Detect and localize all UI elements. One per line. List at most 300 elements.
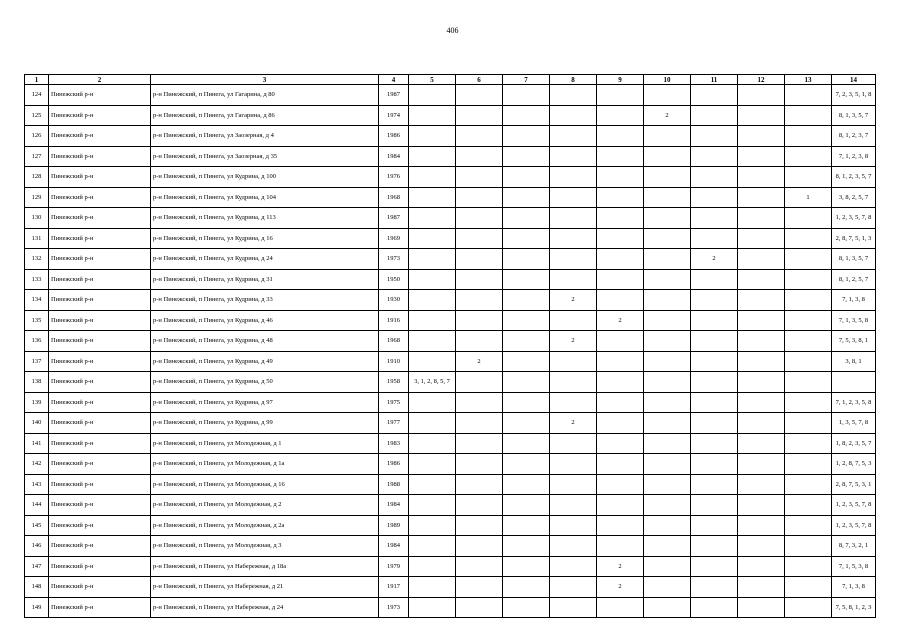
cell-col-1: 124 <box>25 85 49 106</box>
cell-col-3: р-н Пинежский, п Пинега, ул Кудрина, д 46 <box>151 310 379 331</box>
cell-col-6 <box>456 249 503 270</box>
cell-col-14: 2, 8, 7, 5, 3, 1 <box>832 474 876 495</box>
cell-col-3: р-н Пинежский, п Пинега, ул Кудрина, д 99 <box>151 413 379 434</box>
cell-col-10 <box>644 331 691 352</box>
cell-col-9 <box>597 413 644 434</box>
cell-col-10: 2 <box>644 105 691 126</box>
cell-col-10 <box>644 351 691 372</box>
cell-col-1: 147 <box>25 556 49 577</box>
cell-col-11 <box>691 146 738 167</box>
cell-col-8 <box>550 187 597 208</box>
cell-col-13 <box>785 372 832 393</box>
cell-col-9 <box>597 187 644 208</box>
cell-col-5 <box>409 556 456 577</box>
header-row <box>25 75 876 85</box>
cell-col-10 <box>644 167 691 188</box>
cell-col-9 <box>597 474 644 495</box>
cell-col-1: 148 <box>25 577 49 598</box>
cell-col-5 <box>409 413 456 434</box>
cell-col-10 <box>644 290 691 311</box>
cell-col-13 <box>785 556 832 577</box>
table-row <box>25 331 876 352</box>
cell-col-10 <box>644 454 691 475</box>
cell-col-1: 137 <box>25 351 49 372</box>
cell-col-2: Пинежский р-н <box>49 474 151 495</box>
cell-col-9 <box>597 331 644 352</box>
cell-col-5 <box>409 228 456 249</box>
cell-col-7 <box>503 372 550 393</box>
table-row <box>25 146 876 167</box>
cell-col-9 <box>597 126 644 147</box>
cell-col-4: 1958 <box>379 372 409 393</box>
cell-col-12 <box>738 126 785 147</box>
cell-col-5 <box>409 187 456 208</box>
cell-col-7 <box>503 474 550 495</box>
cell-col-6 <box>456 392 503 413</box>
table-row <box>25 269 876 290</box>
cell-col-4: 1984 <box>379 536 409 557</box>
cell-col-9 <box>597 536 644 557</box>
table-row <box>25 495 876 516</box>
cell-col-2: Пинежский р-н <box>49 351 151 372</box>
cell-col-8 <box>550 228 597 249</box>
cell-col-6 <box>456 228 503 249</box>
cell-col-7 <box>503 392 550 413</box>
cell-col-12 <box>738 495 785 516</box>
cell-col-13 <box>785 413 832 434</box>
cell-col-6 <box>456 474 503 495</box>
cell-col-6 <box>456 577 503 598</box>
cell-col-9 <box>597 208 644 229</box>
cell-col-12 <box>738 597 785 618</box>
cell-col-3: р-н Пинежский, п Пинега, ул Кудрина, д 113 <box>151 208 379 229</box>
cell-col-13 <box>785 85 832 106</box>
cell-col-13 <box>785 331 832 352</box>
cell-col-2: Пинежский р-н <box>49 126 151 147</box>
cell-col-1: 145 <box>25 515 49 536</box>
cell-col-10 <box>644 208 691 229</box>
cell-col-9 <box>597 269 644 290</box>
cell-col-4: 1969 <box>379 228 409 249</box>
cell-col-11 <box>691 413 738 434</box>
cell-col-11 <box>691 269 738 290</box>
cell-col-4: 1979 <box>379 556 409 577</box>
cell-col-13 <box>785 597 832 618</box>
cell-col-4: 1973 <box>379 249 409 270</box>
cell-col-13 <box>785 290 832 311</box>
table-row <box>25 433 876 454</box>
cell-col-2: Пинежский р-н <box>49 228 151 249</box>
table-row <box>25 351 876 372</box>
cell-col-5 <box>409 474 456 495</box>
cell-col-14: 3, 8, 1 <box>832 351 876 372</box>
cell-col-3: р-н Пинежский, п Пинега, ул Кудрина, д 97 <box>151 392 379 413</box>
cell-col-8 <box>550 454 597 475</box>
cell-col-1: 127 <box>25 146 49 167</box>
cell-col-5 <box>409 208 456 229</box>
cell-col-13 <box>785 433 832 454</box>
table-row <box>25 474 876 495</box>
cell-col-8 <box>550 433 597 454</box>
cell-col-8 <box>550 126 597 147</box>
cell-col-4: 1973 <box>379 597 409 618</box>
cell-col-12 <box>738 413 785 434</box>
cell-col-1: 135 <box>25 310 49 331</box>
cell-col-2: Пинежский р-н <box>49 269 151 290</box>
cell-col-9 <box>597 146 644 167</box>
cell-col-7 <box>503 105 550 126</box>
cell-col-8 <box>550 310 597 331</box>
cell-col-6 <box>456 372 503 393</box>
cell-col-6 <box>456 597 503 618</box>
cell-col-8 <box>550 515 597 536</box>
cell-col-14: 1, 2, 8, 7, 5, 3 <box>832 454 876 475</box>
cell-col-8 <box>550 85 597 106</box>
cell-col-14: 3, 8, 2, 5, 7 <box>832 187 876 208</box>
cell-col-7 <box>503 167 550 188</box>
cell-col-3: р-н Пинежский, п Пинега, ул Молодежная, д 16 <box>151 474 379 495</box>
cell-col-2: Пинежский р-н <box>49 290 151 311</box>
cell-col-5 <box>409 392 456 413</box>
cell-col-12 <box>738 228 785 249</box>
cell-col-3: р-н Пинежский, п Пинега, ул Молодежная, д 3 <box>151 536 379 557</box>
cell-col-12 <box>738 372 785 393</box>
cell-col-12 <box>738 474 785 495</box>
cell-col-5 <box>409 85 456 106</box>
cell-col-10 <box>644 146 691 167</box>
cell-col-7 <box>503 495 550 516</box>
table-row <box>25 126 876 147</box>
cell-col-10 <box>644 228 691 249</box>
cell-col-10 <box>644 515 691 536</box>
cell-col-11 <box>691 310 738 331</box>
cell-col-5 <box>409 454 456 475</box>
cell-col-10 <box>644 536 691 557</box>
table-row <box>25 208 876 229</box>
cell-col-2: Пинежский р-н <box>49 392 151 413</box>
cell-col-5 <box>409 269 456 290</box>
cell-col-5 <box>409 249 456 270</box>
column-header-13: 13 <box>785 75 832 85</box>
cell-col-9 <box>597 495 644 516</box>
cell-col-9 <box>597 290 644 311</box>
cell-col-8 <box>550 474 597 495</box>
cell-col-5 <box>409 310 456 331</box>
cell-col-9 <box>597 515 644 536</box>
cell-col-10 <box>644 597 691 618</box>
cell-col-10 <box>644 310 691 331</box>
cell-col-8 <box>550 249 597 270</box>
cell-col-1: 131 <box>25 228 49 249</box>
cell-col-11 <box>691 167 738 188</box>
cell-col-8 <box>550 269 597 290</box>
cell-col-8 <box>550 392 597 413</box>
table-row <box>25 310 876 331</box>
cell-col-4: 1968 <box>379 187 409 208</box>
cell-col-14: 7, 1, 3, 5, 8 <box>832 310 876 331</box>
cell-col-5 <box>409 597 456 618</box>
cell-col-4: 1968 <box>379 331 409 352</box>
cell-col-7 <box>503 310 550 331</box>
cell-col-11 <box>691 454 738 475</box>
cell-col-14: 7, 1, 5, 3, 8 <box>832 556 876 577</box>
cell-col-7 <box>503 433 550 454</box>
cell-col-13 <box>785 392 832 413</box>
cell-col-7 <box>503 290 550 311</box>
table-row <box>25 85 876 106</box>
column-header-11: 11 <box>691 75 738 85</box>
cell-col-2: Пинежский р-н <box>49 331 151 352</box>
cell-col-13 <box>785 577 832 598</box>
cell-col-11 <box>691 126 738 147</box>
cell-col-14: 8, 1, 3, 5, 7 <box>832 249 876 270</box>
cell-col-11 <box>691 372 738 393</box>
cell-col-2: Пинежский р-н <box>49 85 151 106</box>
cell-col-14: 8, 7, 3, 2, 1 <box>832 536 876 557</box>
cell-col-2: Пинежский р-н <box>49 208 151 229</box>
cell-col-12 <box>738 556 785 577</box>
cell-col-12 <box>738 515 785 536</box>
cell-col-10 <box>644 85 691 106</box>
cell-col-6 <box>456 187 503 208</box>
cell-col-4: 1984 <box>379 146 409 167</box>
cell-col-11 <box>691 536 738 557</box>
cell-col-8 <box>550 577 597 598</box>
column-header-8: 8 <box>550 75 597 85</box>
table-row <box>25 577 876 598</box>
cell-col-13 <box>785 228 832 249</box>
cell-col-13 <box>785 351 832 372</box>
cell-col-8 <box>550 556 597 577</box>
cell-col-7 <box>503 351 550 372</box>
cell-col-13 <box>785 208 832 229</box>
column-header-7: 7 <box>503 75 550 85</box>
cell-col-14: 1, 8, 2, 3, 5, 7 <box>832 433 876 454</box>
cell-col-11 <box>691 433 738 454</box>
table-row <box>25 454 876 475</box>
cell-col-4: 1984 <box>379 495 409 516</box>
table-row <box>25 372 876 393</box>
cell-col-2: Пинежский р-н <box>49 454 151 475</box>
cell-col-3: р-н Пинежский, п Пинега, ул Набережная, д 18а <box>151 556 379 577</box>
cell-col-5 <box>409 536 456 557</box>
cell-col-11 <box>691 187 738 208</box>
cell-col-2: Пинежский р-н <box>49 556 151 577</box>
cell-col-11 <box>691 577 738 598</box>
cell-col-4: 1977 <box>379 413 409 434</box>
cell-col-9 <box>597 351 644 372</box>
cell-col-10 <box>644 577 691 598</box>
cell-col-13 <box>785 474 832 495</box>
table-row <box>25 228 876 249</box>
cell-col-13 <box>785 146 832 167</box>
cell-col-7 <box>503 228 550 249</box>
cell-col-2: Пинежский р-н <box>49 105 151 126</box>
cell-col-3: р-н Пинежский, п Пинега, ул Набережная, д 24 <box>151 597 379 618</box>
cell-col-7 <box>503 187 550 208</box>
cell-col-4: 1974 <box>379 105 409 126</box>
page-number: 406 <box>446 26 459 35</box>
cell-col-7 <box>503 146 550 167</box>
cell-col-14: 8, 1, 2, 3, 7 <box>832 126 876 147</box>
cell-col-11 <box>691 290 738 311</box>
cell-col-3: р-н Пинежский, п Пинега, ул Кудрина, д 104 <box>151 187 379 208</box>
cell-col-7 <box>503 536 550 557</box>
cell-col-1: 142 <box>25 454 49 475</box>
cell-col-5 <box>409 331 456 352</box>
cell-col-9 <box>597 249 644 270</box>
cell-col-7 <box>503 413 550 434</box>
cell-col-3: р-н Пинежский, п Пинега, ул Кудрина, д 48 <box>151 331 379 352</box>
cell-col-9 <box>597 85 644 106</box>
cell-col-5 <box>409 105 456 126</box>
cell-col-2: Пинежский р-н <box>49 167 151 188</box>
cell-col-10 <box>644 372 691 393</box>
cell-col-6 <box>456 515 503 536</box>
cell-col-4: 1987 <box>379 208 409 229</box>
cell-col-10 <box>644 474 691 495</box>
cell-col-4: 1950 <box>379 269 409 290</box>
cell-col-12 <box>738 392 785 413</box>
cell-col-4: 1989 <box>379 515 409 536</box>
register-table <box>24 74 876 618</box>
cell-col-10 <box>644 249 691 270</box>
cell-col-8 <box>550 597 597 618</box>
cell-col-7 <box>503 597 550 618</box>
cell-col-8 <box>550 372 597 393</box>
cell-col-1: 125 <box>25 105 49 126</box>
cell-col-10 <box>644 413 691 434</box>
cell-col-5 <box>409 146 456 167</box>
cell-col-4: 1917 <box>379 577 409 598</box>
cell-col-13 <box>785 310 832 331</box>
cell-col-5 <box>409 433 456 454</box>
cell-col-11 <box>691 351 738 372</box>
table-row <box>25 536 876 557</box>
cell-col-13: 1 <box>785 187 832 208</box>
cell-col-3: р-н Пинежский, п Пинега, ул Молодежная, д 2а <box>151 515 379 536</box>
cell-col-2: Пинежский р-н <box>49 146 151 167</box>
cell-col-11 <box>691 331 738 352</box>
cell-col-14: 8, 1, 3, 5, 7 <box>832 105 876 126</box>
cell-col-9 <box>597 597 644 618</box>
cell-col-7 <box>503 85 550 106</box>
column-header-9: 9 <box>597 75 644 85</box>
cell-col-5 <box>409 495 456 516</box>
cell-col-11: 2 <box>691 249 738 270</box>
cell-col-4: 1987 <box>379 85 409 106</box>
cell-col-14: 8, 1, 2, 3, 5, 7 <box>832 167 876 188</box>
cell-col-1: 130 <box>25 208 49 229</box>
cell-col-12 <box>738 249 785 270</box>
cell-col-9: 2 <box>597 556 644 577</box>
cell-col-8: 2 <box>550 413 597 434</box>
cell-col-8: 2 <box>550 290 597 311</box>
table-row <box>25 290 876 311</box>
cell-col-6 <box>456 85 503 106</box>
cell-col-10 <box>644 269 691 290</box>
cell-col-2: Пинежский р-н <box>49 310 151 331</box>
cell-col-14: 7, 1, 3, 8 <box>832 577 876 598</box>
cell-col-13 <box>785 536 832 557</box>
cell-col-7 <box>503 269 550 290</box>
cell-col-9 <box>597 392 644 413</box>
cell-col-3: р-н Пинежский, п Пинега, ул Молодежная, д 1 <box>151 433 379 454</box>
cell-col-4: 1986 <box>379 126 409 147</box>
cell-col-11 <box>691 208 738 229</box>
cell-col-4: 1930 <box>379 290 409 311</box>
cell-col-12 <box>738 290 785 311</box>
cell-col-2: Пинежский р-н <box>49 515 151 536</box>
cell-col-10 <box>644 556 691 577</box>
cell-col-14: 1, 2, 3, 5, 7, 8 <box>832 515 876 536</box>
cell-col-6 <box>456 413 503 434</box>
cell-col-4: 1910 <box>379 351 409 372</box>
column-header-14: 14 <box>832 75 876 85</box>
cell-col-6 <box>456 208 503 229</box>
cell-col-14: 7, 1, 2, 3, 8 <box>832 146 876 167</box>
cell-col-3: р-н Пинежский, п Пинега, ул Заозерная, д 35 <box>151 146 379 167</box>
cell-col-12 <box>738 351 785 372</box>
cell-col-6: 2 <box>456 351 503 372</box>
cell-col-11 <box>691 228 738 249</box>
cell-col-10 <box>644 392 691 413</box>
cell-col-9 <box>597 454 644 475</box>
cell-col-7 <box>503 208 550 229</box>
cell-col-1: 143 <box>25 474 49 495</box>
column-header-12: 12 <box>738 75 785 85</box>
cell-col-1: 132 <box>25 249 49 270</box>
cell-col-1: 141 <box>25 433 49 454</box>
cell-col-1: 136 <box>25 331 49 352</box>
cell-col-6 <box>456 167 503 188</box>
cell-col-9 <box>597 167 644 188</box>
cell-col-7 <box>503 577 550 598</box>
cell-col-12 <box>738 577 785 598</box>
cell-col-3: р-н Пинежский, п Пинега, ул Молодежная, д 1а <box>151 454 379 475</box>
cell-col-13 <box>785 269 832 290</box>
cell-col-12 <box>738 454 785 475</box>
cell-col-2: Пинежский р-н <box>49 372 151 393</box>
cell-col-11 <box>691 556 738 577</box>
cell-col-9 <box>597 228 644 249</box>
cell-col-4: 1916 <box>379 310 409 331</box>
table-row <box>25 392 876 413</box>
column-header-6: 6 <box>456 75 503 85</box>
cell-col-2: Пинежский р-н <box>49 536 151 557</box>
table-row <box>25 249 876 270</box>
cell-col-12 <box>738 146 785 167</box>
cell-col-9 <box>597 105 644 126</box>
cell-col-7 <box>503 454 550 475</box>
cell-col-3: р-н Пинежский, п Пинега, ул Кудрина, д 100 <box>151 167 379 188</box>
cell-col-12 <box>738 310 785 331</box>
cell-col-1: 134 <box>25 290 49 311</box>
table-row <box>25 413 876 434</box>
cell-col-9 <box>597 372 644 393</box>
cell-col-13 <box>785 515 832 536</box>
cell-col-1: 126 <box>25 126 49 147</box>
cell-col-14: 7, 1, 2, 3, 5, 8 <box>832 392 876 413</box>
cell-col-8: 2 <box>550 331 597 352</box>
column-header-4: 4 <box>379 75 409 85</box>
cell-col-1: 149 <box>25 597 49 618</box>
cell-col-14: 1, 3, 5, 7, 8 <box>832 413 876 434</box>
cell-col-5 <box>409 167 456 188</box>
cell-col-12 <box>738 85 785 106</box>
table-row <box>25 187 876 208</box>
cell-col-11 <box>691 392 738 413</box>
